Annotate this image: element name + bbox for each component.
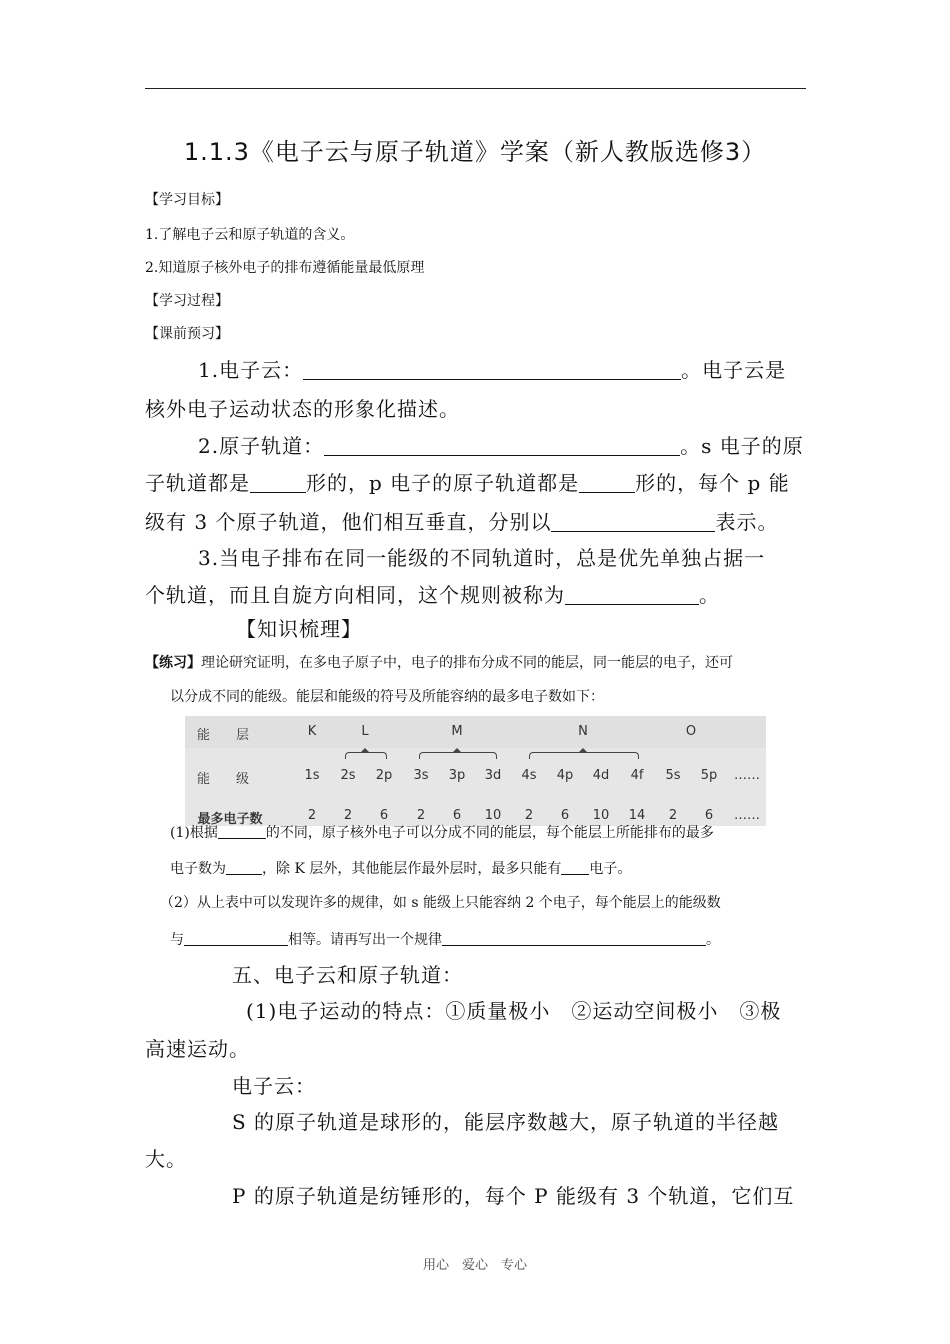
process-header: 【学习过程】 [145, 293, 229, 309]
max-electrons-cell: 6 [379, 808, 389, 823]
shell-k: K [307, 724, 317, 739]
answer-blank-s-shape[interactable] [250, 474, 306, 493]
max-electrons-cell: 6 [704, 808, 714, 823]
brace-m [419, 752, 497, 759]
max-electrons-cell: 6 [560, 808, 570, 823]
s-orbital-line-1: S 的原子轨道是球形的，能层序数越大，原子轨道的半径越 [232, 1110, 780, 1134]
sublevel-cell: 4s [521, 768, 537, 783]
paragraph-1-line-2: 高速运动。 [145, 1037, 250, 1061]
question-2-line-3: 级有 3 个原子轨道，他们相互垂直，分别以 表示。 [145, 510, 779, 534]
brace-l [345, 752, 387, 759]
sublevel-cell: 4f [630, 768, 644, 783]
sublevel-cell: 1s [304, 768, 320, 783]
exercise-line-1: 【练习】理论研究证明，在多电子原子中，电子的排布分成不同的能层，同一能层的电子，还可 [145, 655, 733, 671]
knowledge-header: 【知识梳理】 [236, 617, 362, 641]
shell-n: N [578, 724, 588, 739]
row-label-sublevel: 能 级 [196, 772, 250, 787]
answer-blank-p-shape[interactable] [579, 474, 635, 493]
brace-n [529, 752, 639, 759]
paragraph-1-line-1: (1)电子运动的特点：①质量极小 ②运动空间极小 ③极 [246, 999, 782, 1023]
question-3-line-1: 3.当电子排布在同一能级的不同轨道时，总是优先单独占据一 [198, 546, 766, 570]
row-label-max-electrons: 最多电子数 [197, 812, 263, 827]
sub-question-1-line-1: (1)根据 的不同，原子核外电子可以分成不同的能层，每个能层上所能排布的最多 [170, 825, 714, 841]
preview-header: 【课前预习】 [145, 326, 229, 342]
shell-l: L [361, 724, 369, 739]
answer-blank-outer-shell[interactable] [561, 860, 589, 875]
max-electrons-cell: 2 [343, 808, 353, 823]
energy-level-table [185, 716, 766, 826]
answer-blank-electron-cloud[interactable] [303, 361, 681, 380]
sublevel-cell: …… [734, 768, 760, 783]
max-electrons-cell: …… [734, 808, 760, 823]
sublevel-cell: 2s [340, 768, 356, 783]
max-electrons-cell: 6 [452, 808, 462, 823]
sub-question-2-line-1: （2）从上表中可以发现许多的规律，如 s 能级上只能容纳 2 个电子，每个能层上的能级数 [160, 895, 721, 911]
max-electrons-cell: 2 [668, 808, 678, 823]
max-electrons-cell: 2 [307, 808, 317, 823]
max-electrons-cell: 14 [628, 808, 646, 823]
sub-question-2-line-2: 与 相等。请再写出一个规律 。 [170, 932, 720, 948]
max-electrons-cell: 10 [592, 808, 610, 823]
brace-l-tip [361, 748, 369, 752]
sublevel-cell: 3d [484, 768, 502, 783]
electron-cloud-label: 电子云： [232, 1074, 316, 1098]
answer-blank-atomic-orbital[interactable] [324, 437, 680, 456]
answer-blank-max-count[interactable] [226, 860, 262, 875]
sublevel-cell: 2p [375, 768, 393, 783]
sub-question-1-line-2: 电子数为 ，除 K 层外，其他能层作最外层时，最多只能有 电子。 [170, 861, 632, 877]
question-2-line-1: 2.原子轨道： 。s 电子的原 [198, 434, 804, 458]
table-header-band [185, 716, 766, 748]
exercise-line-2: 以分成不同的能级。能层和能级的符号及所能容纳的最多电子数如下： [170, 689, 604, 705]
question-2-line-2: 子轨道都是 形的，p 电子的原子轨道都是 形的，每个 p 能 [145, 471, 790, 495]
brace-m-tip [453, 748, 461, 752]
header-rule [145, 88, 806, 89]
sublevel-cell: 3s [413, 768, 429, 783]
page-footer: 用心 爱心 专心 [422, 1258, 527, 1273]
question-1-line-1: 1.电子云： 。电子云是 [198, 358, 787, 382]
objectives-header: 【学习目标】 [145, 192, 229, 208]
section-5-heading: 五、电子云和原子轨道： [232, 963, 463, 987]
question-3-line-2: 个轨道，而且自旋方向相同，这个规则被称为 。 [145, 583, 720, 607]
max-electrons-cell: 2 [416, 808, 426, 823]
max-electrons-cell: 2 [524, 808, 534, 823]
answer-blank-basis[interactable] [218, 824, 266, 839]
answer-blank-hund-rule[interactable] [565, 586, 699, 605]
s-orbital-line-2: 大。 [145, 1147, 187, 1171]
objective-2: 2.知道原子核外电子的排布遵循能量最低原理 [145, 260, 425, 276]
p-orbital-line: P 的原子轨道是纺锤形的，每个 P 能级有 3 个轨道，它们互 [232, 1184, 795, 1208]
max-electrons-cell: 10 [484, 808, 502, 823]
objective-1: 1.了解电子云和原子轨道的含义。 [145, 227, 355, 243]
answer-blank-level-count[interactable] [184, 931, 288, 946]
brace-n-tip [579, 748, 587, 752]
sublevel-cell: 5s [665, 768, 681, 783]
page-title: 1.1.3《电子云与原子轨道》学案（新人教版选修3） [183, 138, 767, 166]
sublevel-cell: 3p [448, 768, 466, 783]
question-1-line-2: 核外电子运动状态的形象化描述。 [145, 397, 460, 421]
answer-blank-another-rule[interactable] [442, 931, 706, 946]
answer-blank-p-orbital-symbols[interactable] [551, 513, 715, 532]
row-label-shell: 能 层 [196, 728, 250, 743]
sublevel-cell: 4p [556, 768, 574, 783]
shell-m: M [451, 724, 463, 739]
sublevel-cell: 4d [592, 768, 610, 783]
sublevel-cell: 5p [700, 768, 718, 783]
shell-o: O [685, 724, 697, 739]
